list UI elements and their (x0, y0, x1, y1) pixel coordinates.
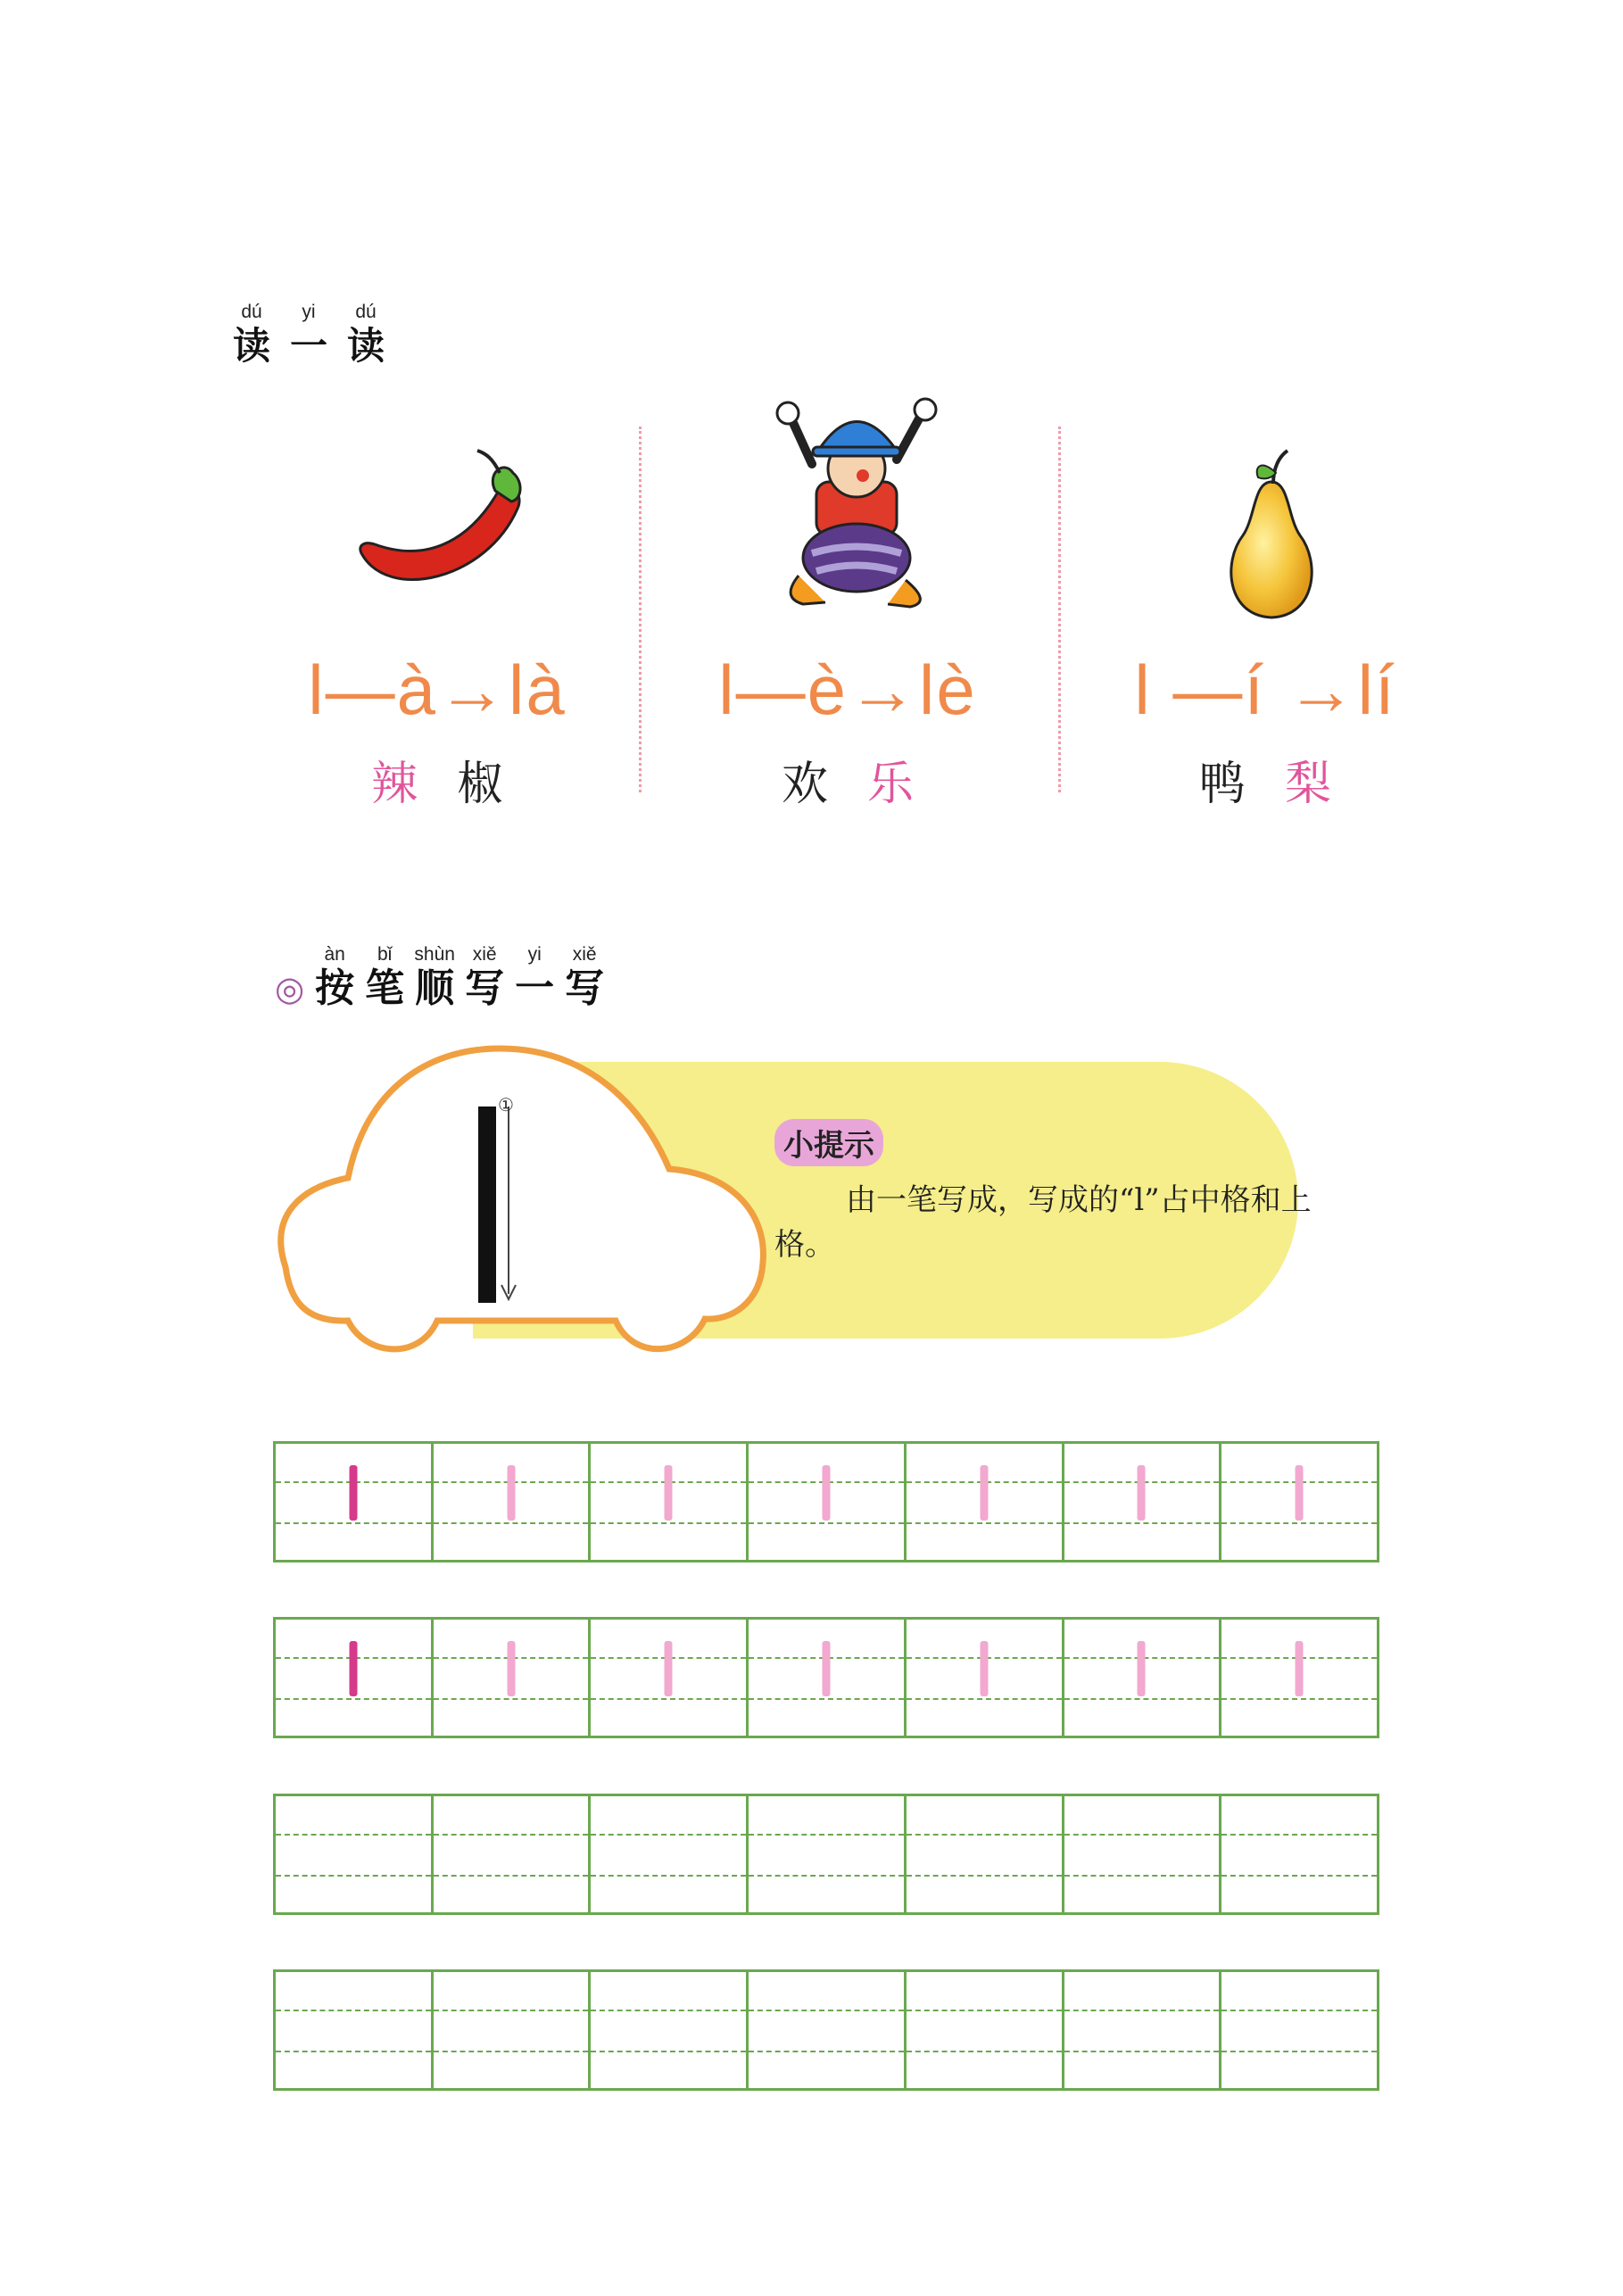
word-char: 鸭 (1198, 758, 1246, 811)
letter-l-trace (1138, 1465, 1146, 1521)
hanzi: 写 (465, 966, 505, 1011)
pinyin-annotation: shùn (414, 944, 455, 965)
hanzi: 笔 (365, 966, 405, 1011)
guide-line (1064, 1875, 1220, 1877)
hanzi: 一 (515, 966, 555, 1011)
hint-text: 由一笔写成，写成的“l”占中格和上格。 (774, 1182, 1312, 1263)
word-char: 乐 (867, 758, 915, 811)
guide-line (1064, 1698, 1220, 1700)
writing-grid-row-2 (273, 1617, 1379, 1738)
grid-cell[interactable] (1064, 1620, 1222, 1736)
letter-l-example (349, 1465, 357, 1521)
guide-line (749, 1698, 904, 1700)
grid-cell[interactable] (591, 1444, 749, 1560)
guide-line (1064, 1522, 1220, 1524)
column-divider (639, 427, 642, 792)
letter-l-trace (980, 1641, 988, 1696)
grid-cell[interactable] (276, 1444, 434, 1560)
letter-l-trace (1296, 1465, 1304, 1521)
guide-line (276, 1834, 431, 1836)
chili-pepper-icon (352, 446, 531, 607)
pinyin-annotation: yi (527, 944, 542, 965)
grid-cell[interactable] (434, 1444, 592, 1560)
guide-line (1221, 1522, 1377, 1524)
writing-grid-row-1 (273, 1441, 1379, 1562)
guide-line (276, 1522, 431, 1524)
letter-l-trace (823, 1641, 831, 1696)
grid-cell[interactable] (591, 1972, 749, 2088)
letter-l-trace (665, 1641, 673, 1696)
letter-l-trace (823, 1465, 831, 1521)
guide-line (1221, 1875, 1377, 1877)
write-title-char (410, 944, 460, 1012)
guide-line (1221, 1698, 1377, 1700)
spelling-li: l —í →lí (1134, 651, 1396, 729)
guide-line (749, 1834, 904, 1836)
grid-cell[interactable] (1221, 1796, 1377, 1912)
guide-line (591, 1698, 746, 1700)
hanzi: 按 (315, 966, 355, 1011)
guide-line (276, 1875, 431, 1877)
pinyin-annotation: xiě (572, 944, 597, 965)
read-title-char (337, 302, 394, 369)
guide-line (1064, 2010, 1220, 2011)
write-title-char (559, 944, 609, 1012)
stroke-order-number: ① (498, 1094, 514, 1115)
pinyin-annotation: bǐ (377, 944, 393, 965)
grid-cell[interactable] (907, 1444, 1064, 1560)
write-title-char (509, 944, 559, 1012)
guide-line (434, 2010, 589, 2011)
guide-line (276, 2010, 431, 2011)
grid-cell[interactable] (907, 1796, 1064, 1912)
guide-line (907, 2051, 1062, 2052)
pear-icon (1209, 446, 1334, 625)
grid-cell[interactable] (749, 1972, 907, 2088)
grid-cell[interactable] (276, 1972, 434, 2088)
write-title-char (360, 944, 410, 1012)
guide-line (907, 1522, 1062, 1524)
letter-l-trace (1138, 1641, 1146, 1696)
grid-cell[interactable] (749, 1620, 907, 1736)
spelling-la: l—à→là (308, 651, 567, 729)
writing-grid-row-4 (273, 1969, 1379, 2091)
grid-cell[interactable] (434, 1972, 592, 2088)
writing-grid-row-3 (273, 1794, 1379, 1915)
letter-l-trace (1296, 1641, 1304, 1696)
grid-cell[interactable] (1221, 1444, 1377, 1560)
pinyin-annotation: yi (302, 302, 316, 322)
guide-line (434, 1698, 589, 1700)
column-divider (1058, 427, 1061, 792)
guide-line (591, 2010, 746, 2011)
guide-line (434, 1875, 589, 1877)
guide-line (434, 2051, 589, 2052)
letter-l-trace (507, 1641, 515, 1696)
grid-cell[interactable] (907, 1972, 1064, 2088)
letter-l-example (349, 1641, 357, 1696)
pinyin-annotation: àn (324, 944, 345, 965)
grid-cell[interactable] (434, 1796, 592, 1912)
letter-l-trace (507, 1465, 515, 1521)
guide-line (1221, 2051, 1377, 2052)
hanzi: 读 (232, 324, 270, 368)
guide-line (276, 1698, 431, 1700)
hanzi: 顺 (415, 966, 455, 1011)
grid-cell[interactable] (1064, 1972, 1222, 2088)
pinyin-annotation: dú (355, 302, 377, 322)
word-char: 梨 (1285, 758, 1332, 811)
hanzi: 读 (346, 324, 385, 368)
guide-line (1064, 1834, 1220, 1836)
section-title-read (223, 302, 394, 369)
guide-line (591, 1522, 746, 1524)
guide-line (749, 2051, 904, 2052)
grid-cell[interactable] (907, 1620, 1064, 1736)
jumping-clown-icon (763, 397, 950, 611)
grid-cell[interactable] (276, 1620, 434, 1736)
spelling-le: l—è→lè (718, 651, 977, 729)
guide-line (434, 1834, 589, 1836)
grid-cell[interactable] (1221, 1972, 1377, 2088)
grid-cell[interactable] (276, 1796, 434, 1912)
guide-line (749, 1522, 904, 1524)
guide-line (749, 1875, 904, 1877)
word-huanle (642, 746, 1053, 813)
grid-cell[interactable] (1064, 1444, 1222, 1560)
hint-label: 小提示 (774, 1119, 883, 1166)
section-title-write (275, 944, 609, 1012)
grid-cell[interactable] (591, 1796, 749, 1912)
write-title-char (460, 944, 509, 1012)
guide-line (434, 1522, 589, 1524)
word-lajiao (232, 746, 642, 813)
grid-cell[interactable] (749, 1444, 907, 1560)
guide-line (749, 2010, 904, 2011)
word-char: 椒 (457, 758, 504, 811)
letter-l-trace (980, 1465, 988, 1521)
guide-line (276, 2051, 431, 2052)
grid-cell[interactable] (749, 1796, 907, 1912)
grid-cell[interactable] (1064, 1796, 1222, 1912)
guide-line (591, 1875, 746, 1877)
guide-line (591, 1834, 746, 1836)
guide-line (907, 1698, 1062, 1700)
grid-cell[interactable] (434, 1620, 592, 1736)
guide-line (1221, 2010, 1377, 2011)
guide-line (1064, 2051, 1220, 2052)
read-title-char (280, 302, 337, 369)
word-char: 辣 (370, 758, 418, 811)
grid-cell[interactable] (591, 1620, 749, 1736)
read-title-char (223, 302, 280, 369)
guide-line (907, 2010, 1062, 2011)
guide-line (907, 1834, 1062, 1836)
hanzi: 一 (289, 324, 327, 368)
pinyin-annotation: xiě (472, 944, 497, 965)
pinyin-annotation: dú (241, 302, 262, 322)
word-yali (1060, 746, 1470, 813)
word-char: 欢 (781, 758, 828, 811)
write-title-char (310, 944, 360, 1012)
guide-line (591, 2051, 746, 2052)
guide-line (907, 1875, 1062, 1877)
guide-line (1221, 1834, 1377, 1836)
hanzi: 写 (565, 966, 605, 1011)
letter-l-trace (665, 1465, 673, 1521)
section-marker: ◎ (275, 969, 305, 1008)
grid-cell[interactable] (1221, 1620, 1377, 1736)
